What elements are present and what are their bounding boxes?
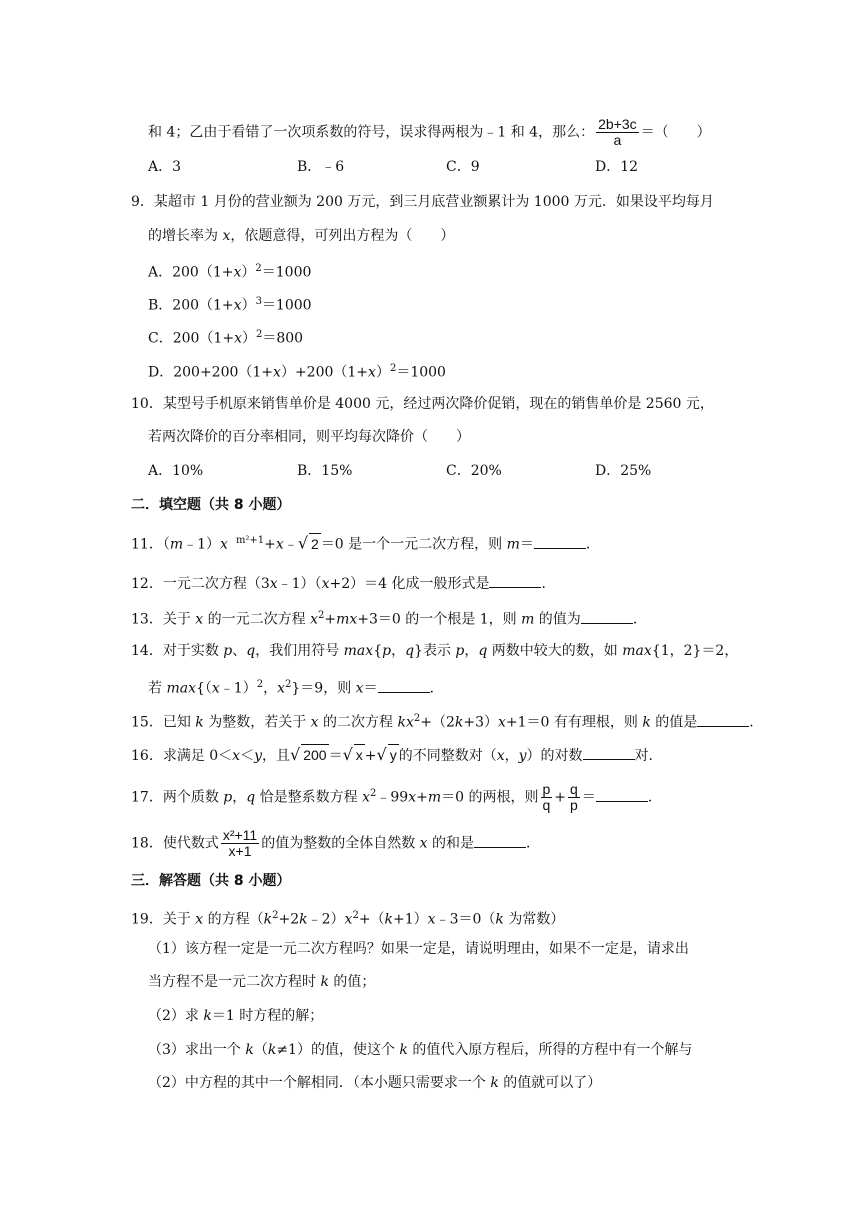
text-q17-f: ＝0 的两根，则 — [441, 789, 539, 806]
text-q14-l2b: {（ — [195, 680, 212, 697]
q10-option-c: C．20% — [446, 463, 502, 479]
text-q9-optC-a: C．200（1+ — [148, 330, 235, 347]
q15-line — [131, 709, 763, 733]
text-q19-l1f: +1） — [393, 911, 428, 928]
q18-line — [131, 828, 540, 859]
text-q19-l1d: ﹣2） — [307, 911, 345, 928]
text-q13-d: +3＝0 的一个根是 1，则 — [357, 611, 522, 628]
q19-part-3-line-2 — [148, 1073, 601, 1093]
text-q9-optD-a: D．200+200（1+ — [148, 364, 274, 381]
text-q19-l1h: 为常数） — [503, 911, 565, 928]
q19-part-1-line-2 — [148, 972, 375, 992]
text-q14-l1f: }表示 — [414, 643, 456, 659]
text-q11-b: ﹣1） — [183, 536, 221, 553]
text-q17-i: ． — [647, 789, 662, 806]
text-q9-optD-var2: x — [368, 364, 376, 381]
text-q14-l2g: ． — [429, 680, 444, 697]
q14-line-1 — [131, 641, 738, 661]
section-heading-solutions: 三．解答题（共 8 小题） — [131, 873, 291, 889]
q10-line-1: 10．某型号手机原来销售单价是 4000 元，经过两次降价促销，现在的销售单价是 2560 元， — [131, 396, 714, 412]
answer-blank — [534, 534, 586, 549]
text-q15-k2: k — [454, 714, 464, 731]
text-q12-x1: x — [269, 576, 278, 592]
text-q11-g: ． — [585, 536, 600, 553]
text-q17-q: q — [246, 789, 256, 806]
text-q13-x1: x — [195, 611, 204, 628]
text-q16-b: ＜ — [240, 748, 255, 764]
text-q14-x3: x — [355, 680, 364, 697]
text-q17-d: ﹣99 — [376, 789, 409, 806]
text-q11-f: ＝ — [519, 536, 534, 553]
text-q14-p1: p — [223, 643, 233, 659]
text-q14-sup2: 2 — [285, 679, 292, 690]
q10-option-b: B．15% — [297, 463, 353, 479]
text-q17-fr1d: q — [542, 797, 551, 813]
text-q9-optA-c: ＝1000 — [261, 264, 312, 281]
text-q15-sup: 2 — [413, 713, 421, 724]
text-q8-frac-num: 2b+3c — [598, 116, 637, 132]
q9-line-2 — [148, 226, 454, 246]
text-q16-y2: y — [518, 748, 527, 764]
text-q12-c: +2）＝4 化成一般形式是 — [329, 576, 490, 592]
text-q14-x2: x — [277, 680, 286, 697]
text-q9-optC-var: x — [234, 330, 242, 347]
text-q14-max1: max — [343, 643, 374, 659]
text-q19-l1b: 的方程（ — [203, 911, 264, 928]
text-q19-p1b-k: k — [320, 974, 329, 990]
q14-line-2 — [148, 675, 444, 699]
text-q18-c: 的和是 — [427, 835, 475, 852]
text-q17-b: ， — [232, 789, 247, 806]
text-q9-optB-b: ） — [241, 297, 256, 314]
q8-fraction — [596, 117, 639, 148]
q9-option-a — [148, 259, 311, 283]
text-q13-a: 13．关于 — [131, 611, 196, 628]
text-q19-p3c: ≠1）的值，使这个 — [276, 1042, 400, 1058]
text-q16-s3: y — [388, 744, 399, 765]
fraction-p-over-q — [541, 782, 553, 813]
q19-line-1 — [131, 906, 564, 930]
text-q14-q1: q — [246, 643, 256, 659]
text-q16-e: + — [364, 748, 377, 764]
text-q19-p2k: k — [203, 1008, 212, 1024]
text-q14-q3: q — [478, 643, 488, 659]
text-q19-k2: k — [299, 911, 308, 928]
text-q9-optD-c: ） — [375, 364, 390, 381]
text-q19-k3: k — [384, 911, 394, 928]
text-q11-x: x — [220, 536, 228, 553]
text-q13-b: 的一元二次方程 — [203, 611, 311, 628]
text-q9-optC-b: ） — [241, 330, 256, 347]
text-q11-sqrt: 2 — [309, 533, 321, 554]
text-q17-x1: x — [362, 789, 371, 806]
text-q15-g: 的值是 — [650, 714, 698, 731]
q16-line — [131, 744, 663, 766]
text-q19-p4a: （2）中方程的其中一个解相同．（本小题只需要求一个 — [148, 1075, 491, 1091]
text-q17-a: 17．两个质数 — [131, 789, 224, 806]
text-q19-l1g: ﹣3＝0（ — [435, 911, 496, 928]
text-q19-p3k2: k — [267, 1042, 277, 1058]
q10-option-a: A．10% — [148, 463, 204, 479]
text-q13-x2: x — [310, 611, 318, 628]
answer-blank — [581, 609, 633, 624]
text-q13-c: + — [324, 611, 337, 628]
q8-option-a: A．3 — [148, 159, 182, 175]
text-q14-l2e: }＝9，则 — [291, 680, 356, 697]
answer-blank — [596, 787, 648, 802]
text-q14-q2: q — [405, 643, 415, 659]
text-q12-a: 12．一元二次方程（3 — [131, 576, 270, 592]
text-q9-optB-c: ＝1000 — [261, 297, 312, 314]
text-q16-f: 的不同整数对（ — [398, 748, 497, 764]
text-q14-l1h: 两数中较大的数，如 — [487, 643, 623, 659]
text-q19-sup2: 2 — [352, 910, 359, 921]
q8-text: 和 4；乙由于看错了一次项系数的符号，误求得两根为﹣1 和 4，那么： — [148, 124, 595, 141]
text-q12-x2: x — [321, 576, 330, 592]
text-q17-m: m — [427, 789, 442, 806]
text-q13-e: 的值为 — [534, 611, 581, 628]
text-q19-p4k: k — [490, 1075, 499, 1091]
fraction-q-over-p — [568, 782, 580, 813]
text-q19-sup1: 2 — [272, 910, 279, 921]
text-q16-d: ＝ — [328, 748, 343, 764]
text-q14-l1e: ， — [391, 643, 406, 659]
text-q19-p1b-a: 当方程不是一元二次方程时 — [148, 974, 321, 990]
text-q17-fr1n: p — [542, 781, 551, 797]
text-q16-i: 对． — [634, 748, 663, 764]
text-q11-m: m — [169, 536, 184, 553]
text-q9-optC-c: ＝800 — [262, 330, 304, 347]
text-q15-a: 15．已知 — [131, 714, 196, 731]
text-q14-l1a: 14．对于实数 — [131, 643, 224, 659]
text-q19-k1: k — [263, 911, 273, 928]
text-q9-optA-var: x — [233, 264, 242, 281]
text-q18-d: ． — [526, 835, 541, 852]
q12-line — [131, 573, 555, 594]
text-q11-e: ＝0 是一个一元二次方程，则 — [320, 536, 507, 553]
text-q14-l2c: ﹣1） — [219, 680, 257, 697]
text-q17-sup: 2 — [370, 787, 377, 799]
q8-line — [148, 117, 711, 148]
text-q11-x2: x — [275, 536, 284, 553]
q8-option-b: B．﹣6 — [297, 159, 345, 175]
q10-option-d: D．25% — [595, 463, 652, 479]
text-q12-d: ． — [541, 576, 556, 592]
text-q14-l1g: ， — [464, 643, 479, 659]
text-q16-g: ， — [504, 748, 519, 764]
text-q9-optB-sup: 3 — [255, 296, 262, 307]
text-q19-p3a: （3）求出一个 — [148, 1042, 246, 1058]
text-q11-sup: m²+1 — [235, 535, 265, 546]
text-q19-p1b-b: 的值； — [328, 974, 376, 990]
text-q9-optD-var1: x — [273, 364, 281, 381]
text-q11-c: + — [264, 536, 276, 553]
text-q17-h: ＝ — [581, 789, 596, 806]
answer-blank — [697, 712, 749, 727]
text-q19-p3k3: k — [399, 1042, 408, 1058]
answer-blank — [378, 678, 430, 693]
text-q19-l1e: +（ — [358, 911, 385, 928]
text-q17-x2: x — [408, 789, 417, 806]
text-q19-p3k1: k — [245, 1042, 254, 1058]
text-q14-sup1: 2 — [256, 679, 264, 690]
q9-option-d — [148, 359, 446, 383]
answer-blank — [489, 573, 541, 588]
text-q14-p3: p — [455, 643, 465, 659]
text-q14-l2f: ＝ — [363, 680, 378, 697]
answer-blank — [474, 833, 526, 848]
text-q19-p4b: 的值就可以了） — [498, 1075, 602, 1091]
text-q14-l1b: 、 — [232, 643, 247, 659]
text-q18-a: 18．使代数式 — [131, 835, 219, 852]
text-q16-c: ，且 — [262, 748, 290, 764]
text-q9-line2-a: 的增长率为 — [148, 228, 223, 244]
text-q12-b: ﹣1）（ — [277, 576, 322, 592]
text-q14-l2d: ， — [263, 680, 278, 697]
text-q19-x3: x — [427, 911, 436, 928]
text-q9-line2-b: ，依题意得，可列出方程为（ ） — [230, 228, 455, 244]
text-q14-max3: max — [166, 680, 196, 697]
text-q17-e: + — [416, 789, 428, 806]
q9-option-b — [148, 292, 312, 316]
text-q16-x2: x — [496, 748, 505, 764]
text-q19-p3b: （ — [253, 1042, 268, 1058]
q8-option-c: C．9 — [446, 159, 480, 175]
answer-blank — [583, 745, 635, 760]
text-q15-k1: k — [195, 714, 204, 731]
text-q15-k3: k — [642, 714, 651, 731]
text-q14-p2: p — [382, 643, 392, 659]
text-q16-a: 16．求满足 0＜ — [131, 748, 233, 764]
text-q13-m2: m — [521, 611, 535, 628]
q18-fraction — [221, 828, 259, 859]
sqrt-symbol: √ — [290, 745, 301, 764]
section-heading-fill-in: 二．填空题（共 8 小题） — [131, 497, 291, 513]
text-q19-p2a: （2）求 — [148, 1008, 204, 1024]
q9-option-c — [148, 325, 303, 349]
q10-line-2: 若两次降价的百分率相同，则平均每次降价（ ） — [148, 429, 470, 445]
text-q11-d: ﹣ — [283, 536, 298, 553]
text-q14-x1: x — [211, 680, 220, 697]
text-q15-kx: kx — [397, 714, 414, 731]
text-q8-eq-tail: ＝（ ） — [640, 124, 711, 141]
text-q19-l1a: 19．关于 — [131, 911, 196, 928]
q9-line-1: 9．某超市 1 月份的营业额为 200 万元，到三月底营业额累计为 1000 万元．如果设平均每月 — [131, 194, 714, 210]
sqrt-symbol: √ — [297, 533, 309, 553]
text-q14-l1c: ，我们用符号 — [255, 643, 344, 659]
q8-option-d: D．12 — [595, 159, 639, 175]
text-q17-g: + — [554, 789, 567, 806]
text-q15-c: 的二次方程 — [318, 714, 398, 731]
text-q18-x: x — [419, 835, 428, 852]
sqrt-symbol: √ — [376, 745, 387, 764]
text-q9-optD-b: ）+200（1+ — [280, 364, 369, 381]
text-q15-x2: x — [498, 714, 506, 731]
text-q9-optA-a: A．200（1+ — [148, 264, 234, 281]
text-q17-c: 恰是整系数方程 — [255, 789, 363, 806]
text-q16-s1: 200 — [301, 744, 328, 765]
sqrt-symbol: √ — [342, 745, 353, 764]
text-q17-fr2n: q — [570, 781, 578, 797]
text-q9-optD-sup: 2 — [389, 363, 397, 374]
q13-line — [131, 606, 647, 630]
text-q16-y1: y — [254, 748, 262, 764]
text-q15-h: ． — [749, 714, 764, 731]
text-q15-f: +1＝0 有有理根，则 — [505, 714, 643, 731]
text-q18-num: x²+11 — [222, 827, 258, 843]
text-q13-sup: 2 — [317, 610, 325, 621]
text-q11-a: 11．（ — [131, 536, 170, 553]
text-q9-optA-b: ） — [241, 264, 256, 281]
text-q8-frac-den: a — [613, 132, 622, 148]
text-q17-fr2d: p — [570, 797, 578, 813]
text-q19-x1: x — [195, 911, 204, 928]
text-q9-line2-var: x — [222, 228, 231, 244]
text-q15-d: +（2 — [420, 714, 455, 731]
text-q19-x2: x — [344, 911, 353, 928]
text-q18-den: x+1 — [228, 843, 252, 859]
text-q15-x1: x — [310, 714, 319, 731]
text-q9-optC-sup: 2 — [255, 329, 263, 340]
text-q13-m1: mx — [336, 611, 358, 628]
text-q16-s2: x — [354, 744, 365, 765]
text-q19-l1c: +2 — [278, 911, 300, 928]
q19-part-3-line-1 — [148, 1040, 692, 1060]
q17-line — [131, 782, 662, 813]
text-q16-h: ）的对数 — [526, 748, 583, 764]
text-q15-b: 为整数，若关于 — [203, 714, 311, 731]
q19-part-1-line-1: （1）该方程一定是一元二次方程吗？如果一定是，请说明理由，如果不一定是，请求出 — [148, 941, 689, 957]
q11-line — [131, 531, 600, 555]
text-q18-b: 的值为整数的全体自然数 — [261, 835, 420, 852]
text-q19-p2b: ＝1 时方程的解； — [211, 1008, 324, 1024]
text-q13-f: ． — [632, 611, 647, 628]
q19-part-2 — [148, 1006, 323, 1026]
text-q15-e: +3） — [463, 714, 498, 731]
text-q9-optD-d: ＝1000 — [396, 364, 446, 381]
text-q9-optB-a: B．200（1+ — [148, 297, 234, 314]
text-q14-l1d: { — [373, 643, 383, 659]
text-q16-x1: x — [232, 748, 241, 764]
text-q14-l1i: {1，2}＝2， — [651, 643, 739, 659]
text-q17-p: p — [223, 789, 233, 806]
text-q14-l2a: 若 — [148, 680, 167, 697]
text-q9-optB-var: x — [233, 297, 242, 314]
text-q19-k4: k — [495, 911, 504, 928]
text-q19-p3d: 的值代入原方程后，所得的方程中有一个解与 — [407, 1042, 693, 1058]
text-q9-optA-sup: 2 — [255, 263, 262, 274]
text-q14-max2: max — [622, 643, 652, 659]
text-q11-m2: m — [506, 536, 520, 553]
